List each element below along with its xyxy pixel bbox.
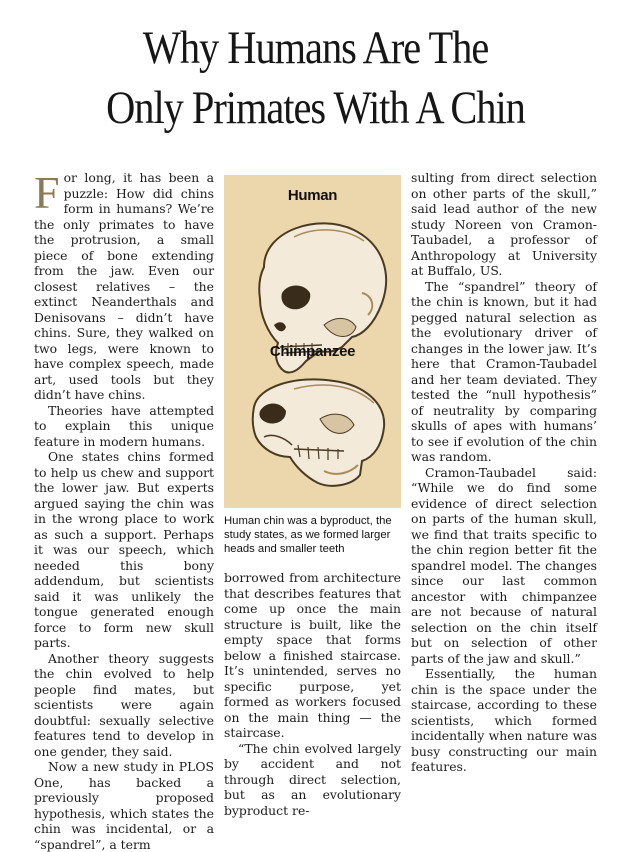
article-column-1 bbox=[34, 167, 214, 852]
paragraph: The “spandrel” theory of the chin is known, but it had pegged natural selection as the evolutionary driver of changes in the lower jaw. It’s here that Cramon-Taubadel and her team deviated. They tested the “null hypothesis” of neutrality by comparing skulls of apes with humans’ to see if evolution of the chin was random. bbox=[411, 278, 597, 464]
paragraph: Essentially, the human chin is the space under the staircase, according to these scientists, which formed incidentally when nature was busy constructing our main features. bbox=[411, 666, 597, 774]
paragraph: Theories have attempted to explain this unique feature in modern humans. bbox=[34, 402, 214, 449]
paragraph: sulting from direct selection on other parts of the skull,” said lead author of the new study Noreen von Cramon-Taubadel, a professor of Anthropology at University at Buffalo, US. bbox=[411, 170, 597, 278]
chimpanzee-skull-icon bbox=[253, 379, 384, 485]
figure-label-chimpanzee: Chimpanzee bbox=[269, 343, 356, 360]
headline-line-1: Why Humans Are The bbox=[142, 22, 489, 74]
headline-line-2: Only Primates With A Chin bbox=[106, 82, 525, 134]
paragraph: One states chins formed to help us chew and support the lower jaw. But experts argued saying the chin was in the wrong place to work as such a support. Perhaps it was our speech, which needed this bony addendum, but scientists said it was unlikely the tongue generated enough force to form new skull parts. bbox=[34, 449, 214, 650]
article-column-3 bbox=[411, 170, 597, 782]
paragraph: Now a new study in PLOS One, has backed a previously proposed hypothesis, which states the chin was incidental, or a “spandrel”, a term bbox=[34, 759, 214, 852]
paragraph: For long, it has been a puzzle: How did chins form in humans? We’re the only primates to have the protrusion, a small piece of bone extending from the jaw. Even our closest relatives – the extinct Neanderthals and Denisovans – didn’t have chins. Sure, they walked on two legs, were known to have complex speech, made art, used tools but they didn’t have chins. bbox=[34, 167, 214, 402]
paragraph: Cramon-Taubadel said: “While we do find some evidence of direct selection on parts of the human skull, we find that traits specific to the chin region better fit the spandrel model. The changes since our last common ancestor with chimpanzee are not because of natural selection on the chin itself but on selection of other parts of the jaw and skull.” bbox=[411, 464, 597, 666]
paragraph: Another theory suggests the chin evolved to help people find mates, but scientists were again doubtful: sexually selective features tend to develop in one gender, they said. bbox=[34, 650, 214, 759]
paragraph: borrowed from architecture that describes features that come up once the main structure is built, like the empty space that forms below a finished staircase. It’s unintended, serves no specific purpose, yet formed as workers focused on the main thing — the staircase. bbox=[224, 570, 401, 740]
drop-cap: F bbox=[34, 167, 60, 218]
paragraph: “The chin evolved largely by accident and not through direct selection, but as an evolutionary byproduct re- bbox=[224, 740, 401, 818]
skull-illustration bbox=[224, 175, 401, 508]
figure-caption: Human chin was a byproduct, the study states, as we formed larger heads and smaller teeth bbox=[224, 515, 392, 556]
figure-label-human: Human bbox=[287, 187, 338, 204]
article-column-2 bbox=[224, 570, 401, 818]
headline bbox=[44, 18, 587, 138]
